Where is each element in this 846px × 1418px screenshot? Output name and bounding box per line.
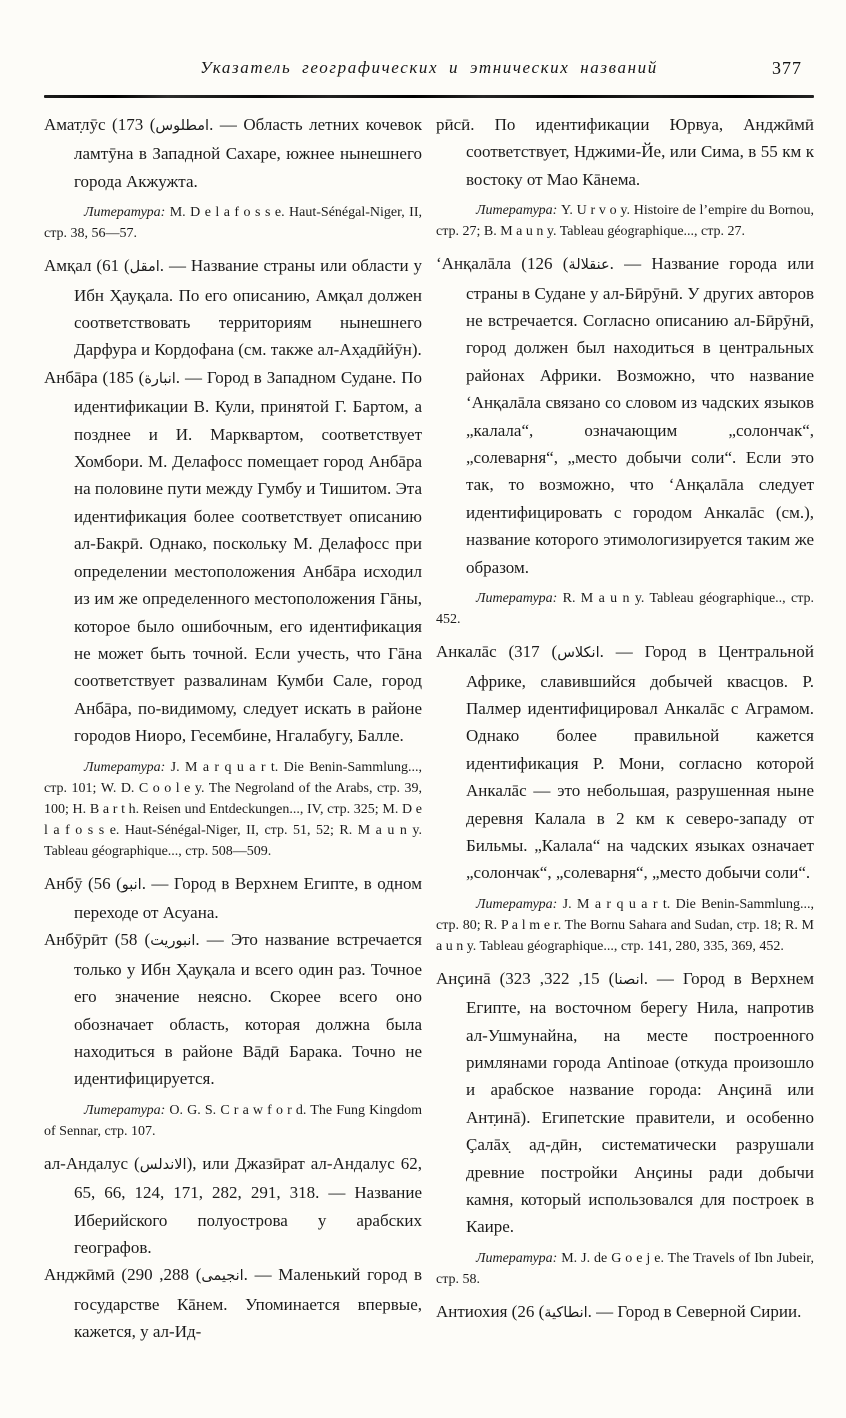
text-run: Анджӣмӣ ( — [44, 1265, 128, 1285]
arabic-name: انصنا — [614, 971, 644, 988]
literature-note — [436, 1248, 814, 1290]
text-run: J. M a r q u a r t. Die Benin-Sammlung..., стр. 80; R. P a l m e r. The Bornu Sahara and Sudan, стр. 18; R. M a u n y. Tableau géographique..., стр. 141, 280, 335, 369, 452. — [436, 896, 815, 954]
arabic-name: الاندلس — [139, 1156, 187, 1173]
index-entry — [44, 252, 422, 364]
text-run: Y. U r v o y. Histoire de l’empire du Bornou, стр. 27; B. M a u n y. Tableau géographique..., стр. 27. — [436, 203, 814, 240]
text-run: ) 26. — Город в Северной Сирии. — [517, 1301, 802, 1321]
text-run: Анбāра ( — [44, 367, 109, 387]
text-run: ), или Джазӣрат ал-Андалус 62, 65, 66, 124, 171, 282, 291, 318. — Название Иберийского полуострова у арабских географов. — [74, 1153, 422, 1257]
literature-label: Литература: — [84, 759, 171, 775]
arabic-name: انطاكية — [544, 1304, 588, 1321]
text-run: ) 317. — Город в Центральной Африке, славившийся добычей квасцов. Р. Палмер идентифицировал Анкалāс с Аграмом. Однако более правильной кажется идентификация Р. Мони, согласно которой Анкалāс — это небольшая, разрушенная ныне деревня Калала в 2 км к северо-западу от Бильмы. „Калала“ на чадских языках означает „солончак“, „солеварня“, „место добычи соли“. — [466, 642, 814, 883]
text-run: ) 58. — Это название встречается только у Ибн Ҳауқала и всего один раз. Точное его значение неясно. Скорее всего оно обозначает область, которая должна была находиться в районе Вāдӣ Барака. Точно не идентифицируется. — [74, 930, 422, 1089]
index-entry — [44, 364, 422, 750]
literature-note — [436, 588, 814, 630]
index-entry — [436, 638, 814, 887]
text-run: Амқал ( — [44, 256, 103, 276]
page-header — [44, 58, 814, 88]
arabic-name: انبارة — [144, 370, 176, 387]
text-run: ал-Андалус ( — [44, 1153, 140, 1173]
literature-label: Литература: — [476, 203, 562, 219]
text-run: рӣсӣ. По идентификации Юрвуа, Анджӣмӣ соответствует, Нджими-Йе, или Сима, в 55 км к востоку от Мао Кāнема. — [436, 115, 814, 189]
text-run: ) 56. — Город в Верхнем Египте, в одном переходе от Асуана. — [74, 873, 422, 922]
text-run: ) 61. — Название страны или области у Ибн Ҳауқала. По его описанию, Амқал должен соответствовать территориям нынешнего Дарфура и Кордофана (см. также ал-Ах̣адӣйӯн). — [74, 256, 422, 360]
arabic-name: امقل — [129, 259, 160, 276]
literature-note — [44, 757, 422, 862]
text-run: Амат̣лӯс ( — [44, 115, 118, 134]
text-run: Антиохия ( — [436, 1301, 518, 1321]
text-run: J. M a r q u a r t. Die Benin-Sammlung..., стр. 101; W. D. C o o l e y. The Negroland of the Arabs, стр. 39, 100; H. B a r t h. Reisen und Entdeckungen..., IV, стр. 325; M. D e l a f o s s e. Haut-Sénégal-Niger, II, стр. 51, 52; R. M a u n y. Tableau géographique..., стр. 508—509. — [44, 759, 423, 859]
arabic-name: انكلاس — [557, 645, 600, 662]
text-run: Анбӯрӣт ( — [44, 930, 121, 950]
text-run: O. G. S. C r a w f o r d. The Fung Kingdom of Sennar, стр. 107. — [44, 1102, 423, 1139]
index-columns — [44, 111, 814, 1346]
text-run: ) 173. — Область летних кочевок ламтӯна в Западной Сахаре, южнее нынешнего города Акжужта. — [74, 115, 422, 191]
text-run: ) 185. — Город в Западном Судане. По идентификации В. Кули, принятой Г. Бартом, а позднее и И. Марквартом, соответствует Хомбори. М. Делафосс помещает город Анбāра на половине пути между Гумбу и Тишитом. Эта идентификация более соответствует описанию ал-Бакрӣ. Однако, поскольку М. Делафосс при определении местоположения Анбāра исходил из им же определенного местоположения Гāны, которое было ошибочным, его идентификация не может быть точной. Если учесть, что Гāна соответствует развалинам Кумби Сале, город Анбāра, по-видимому, следует искать в районе городов Ниоро, Гесембине, Нгалабугу, Балле. — [74, 367, 422, 746]
text-run: ) 288, 290. — Маленький город в государстве Кāнем. Упоминается впервые, кажется, у ал-Ид- — [74, 1265, 422, 1342]
column-left — [44, 111, 422, 1346]
literature-label: Литература: — [476, 896, 563, 912]
text-run: ‘Анқалāла ( — [436, 254, 527, 274]
index-entry — [44, 1261, 422, 1345]
index-entry — [436, 250, 814, 581]
arabic-name: انجيمى — [201, 1268, 244, 1285]
text-run: Анбӯ ( — [44, 873, 94, 893]
literature-note — [44, 1100, 422, 1142]
index-entry — [44, 870, 422, 927]
index-entry — [436, 111, 814, 193]
index-entry — [436, 965, 814, 1241]
literature-note — [44, 202, 422, 244]
text-run: ) 126. — Название города или страны в Судане у ал-Бӣрӯнӣ. У других авторов не встречается. Согласно описанию ал-Бӣрӯнӣ, город должен был находиться в центральных районах Африки. Возможно, что название ‘Анқалāла связано со словом из чадских языков „калала“, означающим „солончак“, „солеварня“, „место добычи соли“. Если это так, то возможно, что ‘Анқалāла следует идентифицировать с городом Анкалāс (см.), название которого этимологизируется таким же образом. — [466, 254, 815, 577]
column-right — [436, 111, 814, 1346]
text-run: ) 15, 322, 323. — Город в Верхнем Египте, на восточном берегу Нила, напротив ал-Ушмунайна, на месте построенного римлянами города Antinoae (откуда произошло и арабское название города: Анҫинā или Ант̣инā). Египетские правители, и особенно Ҫалāх̣ ад-дӣн, систематически разрушали древние постройки Анҫины ради добычи камня, который использовался для построек в Каире. — [466, 968, 814, 1237]
literature-label: Литература: — [84, 205, 170, 221]
arabic-name: امطلوس — [155, 118, 210, 134]
text-run: M. J. de G o e j e. The Travels of Ibn Jubeir, стр. 58. — [436, 1250, 814, 1287]
literature-label: Литература: — [476, 1250, 562, 1266]
text-run: Анҫинā ( — [436, 968, 506, 988]
arabic-name: انبو — [121, 876, 142, 893]
text-run: M. D e l a f o s s e. Haut-Sénégal-Niger, II, стр. 38, 56—57. — [44, 205, 422, 242]
index-entry — [436, 1298, 814, 1327]
index-entry — [44, 926, 422, 1092]
text-run: Анкалāс ( — [436, 642, 515, 662]
arabic-name: انبوريت — [150, 933, 196, 950]
arabic-name: عنقلالة — [568, 257, 610, 274]
literature-label: Литература: — [84, 1102, 170, 1118]
index-entry — [44, 1150, 422, 1262]
text-run: R. M a u n y. Tableau géographique.., стр. 452. — [436, 591, 814, 628]
literature-label: Литература: — [476, 591, 563, 607]
literature-note — [436, 894, 814, 957]
page-number: 377 — [772, 58, 802, 78]
index-entry — [44, 111, 422, 195]
header-rule — [44, 95, 814, 98]
literature-note — [436, 200, 814, 242]
running-title: Указатель географических и этнических названий — [200, 58, 658, 77]
